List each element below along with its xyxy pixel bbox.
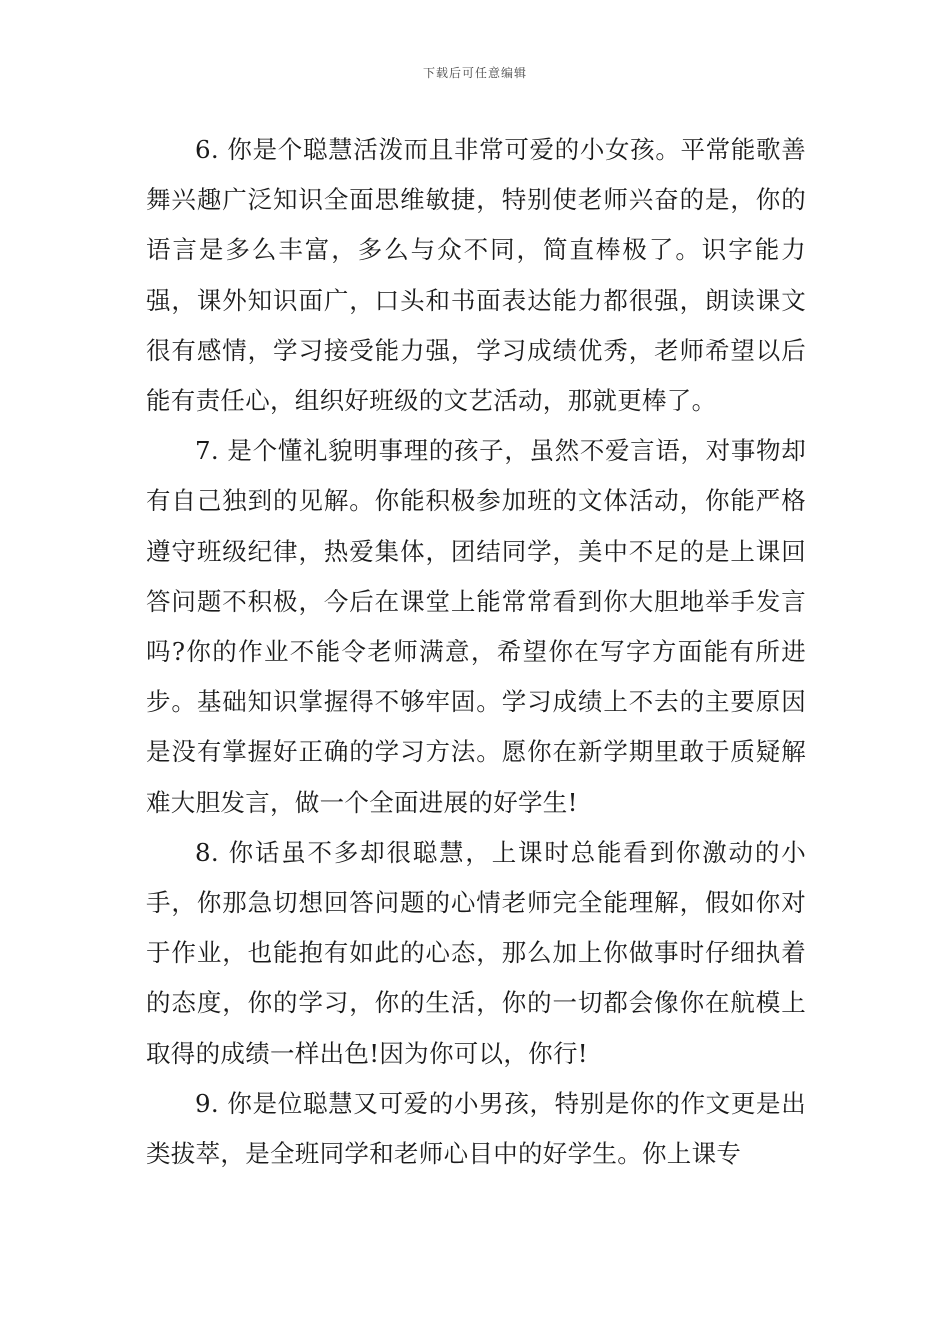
paragraph-8: 8. 你话虽不多却很聪慧，上课时总能看到你激动的小手，你那急切想回答问题的心情老师完全能理解，假如你对于作业，也能抱有如此的心态，那么加上你做事时仔细执着的态度，你的学习，你的生活，你的一切都会像你在航模上取得的成绩一样出色!因为你可以，你行! [146,837,806,1068]
paragraph-7: 7. 是个懂礼貌明事理的孩子，虽然不爱言语，对事物却有自己独到的见解。你能积极参加班的文体活动，你能严格遵守班级纪律，热爱集体，团结同学，美中不足的是上课回答问题不积极，今后在课堂上能常常看到你大胆地举手发言吗?你的作业不能令老师满意，希望你在写字方面能有所进步。基础知识掌握得不够牢固。学习成绩上不去的主要原因是没有掌握好正确的学习方法。愿你在新学期里敢于质疑解难大胆发言，做一个全面进展的好学生! [146,436,806,817]
paragraph-9: 9. 你是位聪慧又可爱的小男孩，特别是你的作文更是出类拔萃，是全班同学和老师心目中的好学生。你上课专 [146,1088,806,1169]
paragraph-6: 6. 你是个聪慧活泼而且非常可爱的小女孩。平常能歌善舞兴趣广泛知识全面思维敏捷，特别使老师兴奋的是，你的语言是多么丰富，多么与众不同，简直棒极了。识字能力强，课外知识面广，口头和书面表达能力都很强，朗读课文很有感情，学习接受能力强，学习成绩优秀，老师希望以后能有责任心，组织好班级的文艺活动，那就更棒了。 [146,135,806,416]
page-header: 下载后可任意编辑 [422,66,527,80]
document-body [146,125,806,1179]
